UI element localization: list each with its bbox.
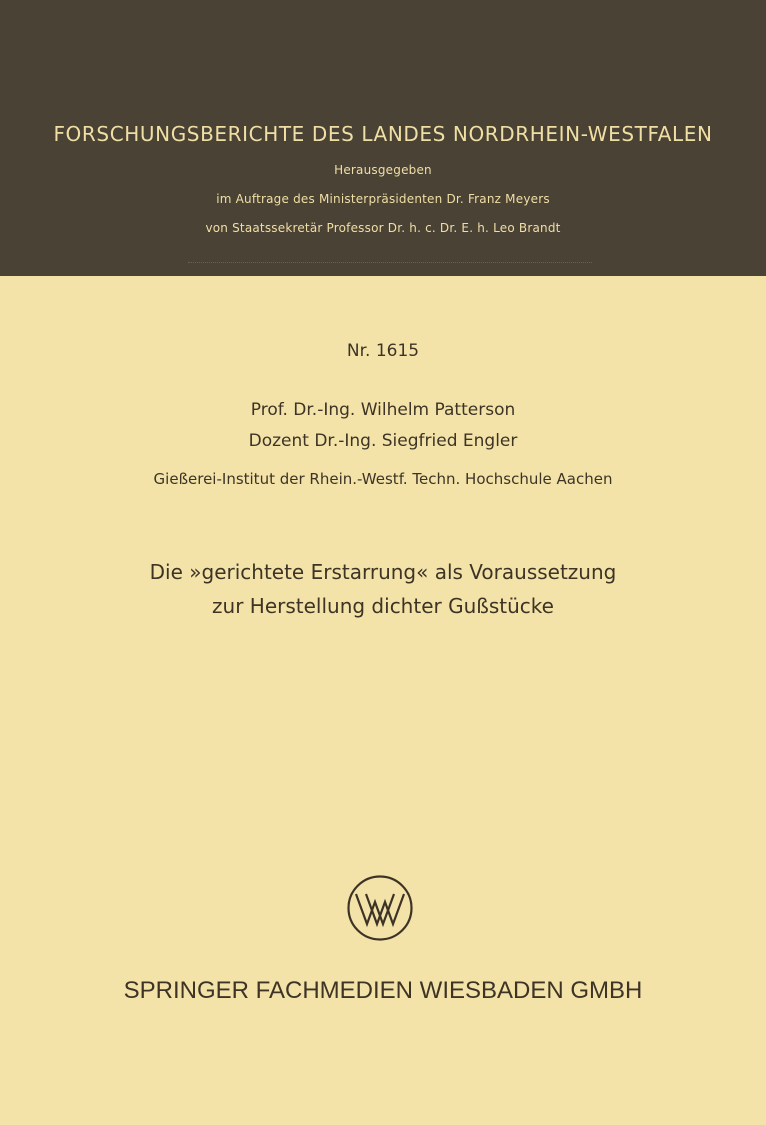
- band-divider: [188, 262, 592, 263]
- author-2: Dozent Dr.-Ing. Siegfried Engler: [248, 431, 518, 451]
- springer-w-logo-icon: [346, 874, 414, 942]
- editor-name-line: von Staatssekretär Professor Dr. h. c. Dr. E. h. Leo Brandt: [205, 221, 561, 235]
- header-band: [0, 0, 766, 276]
- series-title: FORSCHUNGSBERICHTE DES LANDES NORDRHEIN-WESTFALEN: [53, 122, 713, 146]
- commission-line: im Auftrage des Ministerpräsidenten Dr. Franz Meyers: [216, 192, 550, 206]
- institute: Gießerei-Institut der Rhein.-Westf. Techn. Hochschule Aachen: [153, 470, 613, 488]
- publisher-name: SPRINGER FACHMEDIEN WIESBADEN GMBH: [123, 977, 643, 1004]
- author-1: Prof. Dr.-Ing. Wilhelm Patterson: [250, 400, 516, 420]
- book-title-line-1: Die »gerichtete Erstarrung« als Voraussetzung: [149, 560, 617, 584]
- book-title-line-2: zur Herstellung dichter Gußstücke: [212, 594, 554, 618]
- editor-line: Herausgegeben: [334, 163, 432, 177]
- report-number: Nr. 1615: [346, 341, 420, 361]
